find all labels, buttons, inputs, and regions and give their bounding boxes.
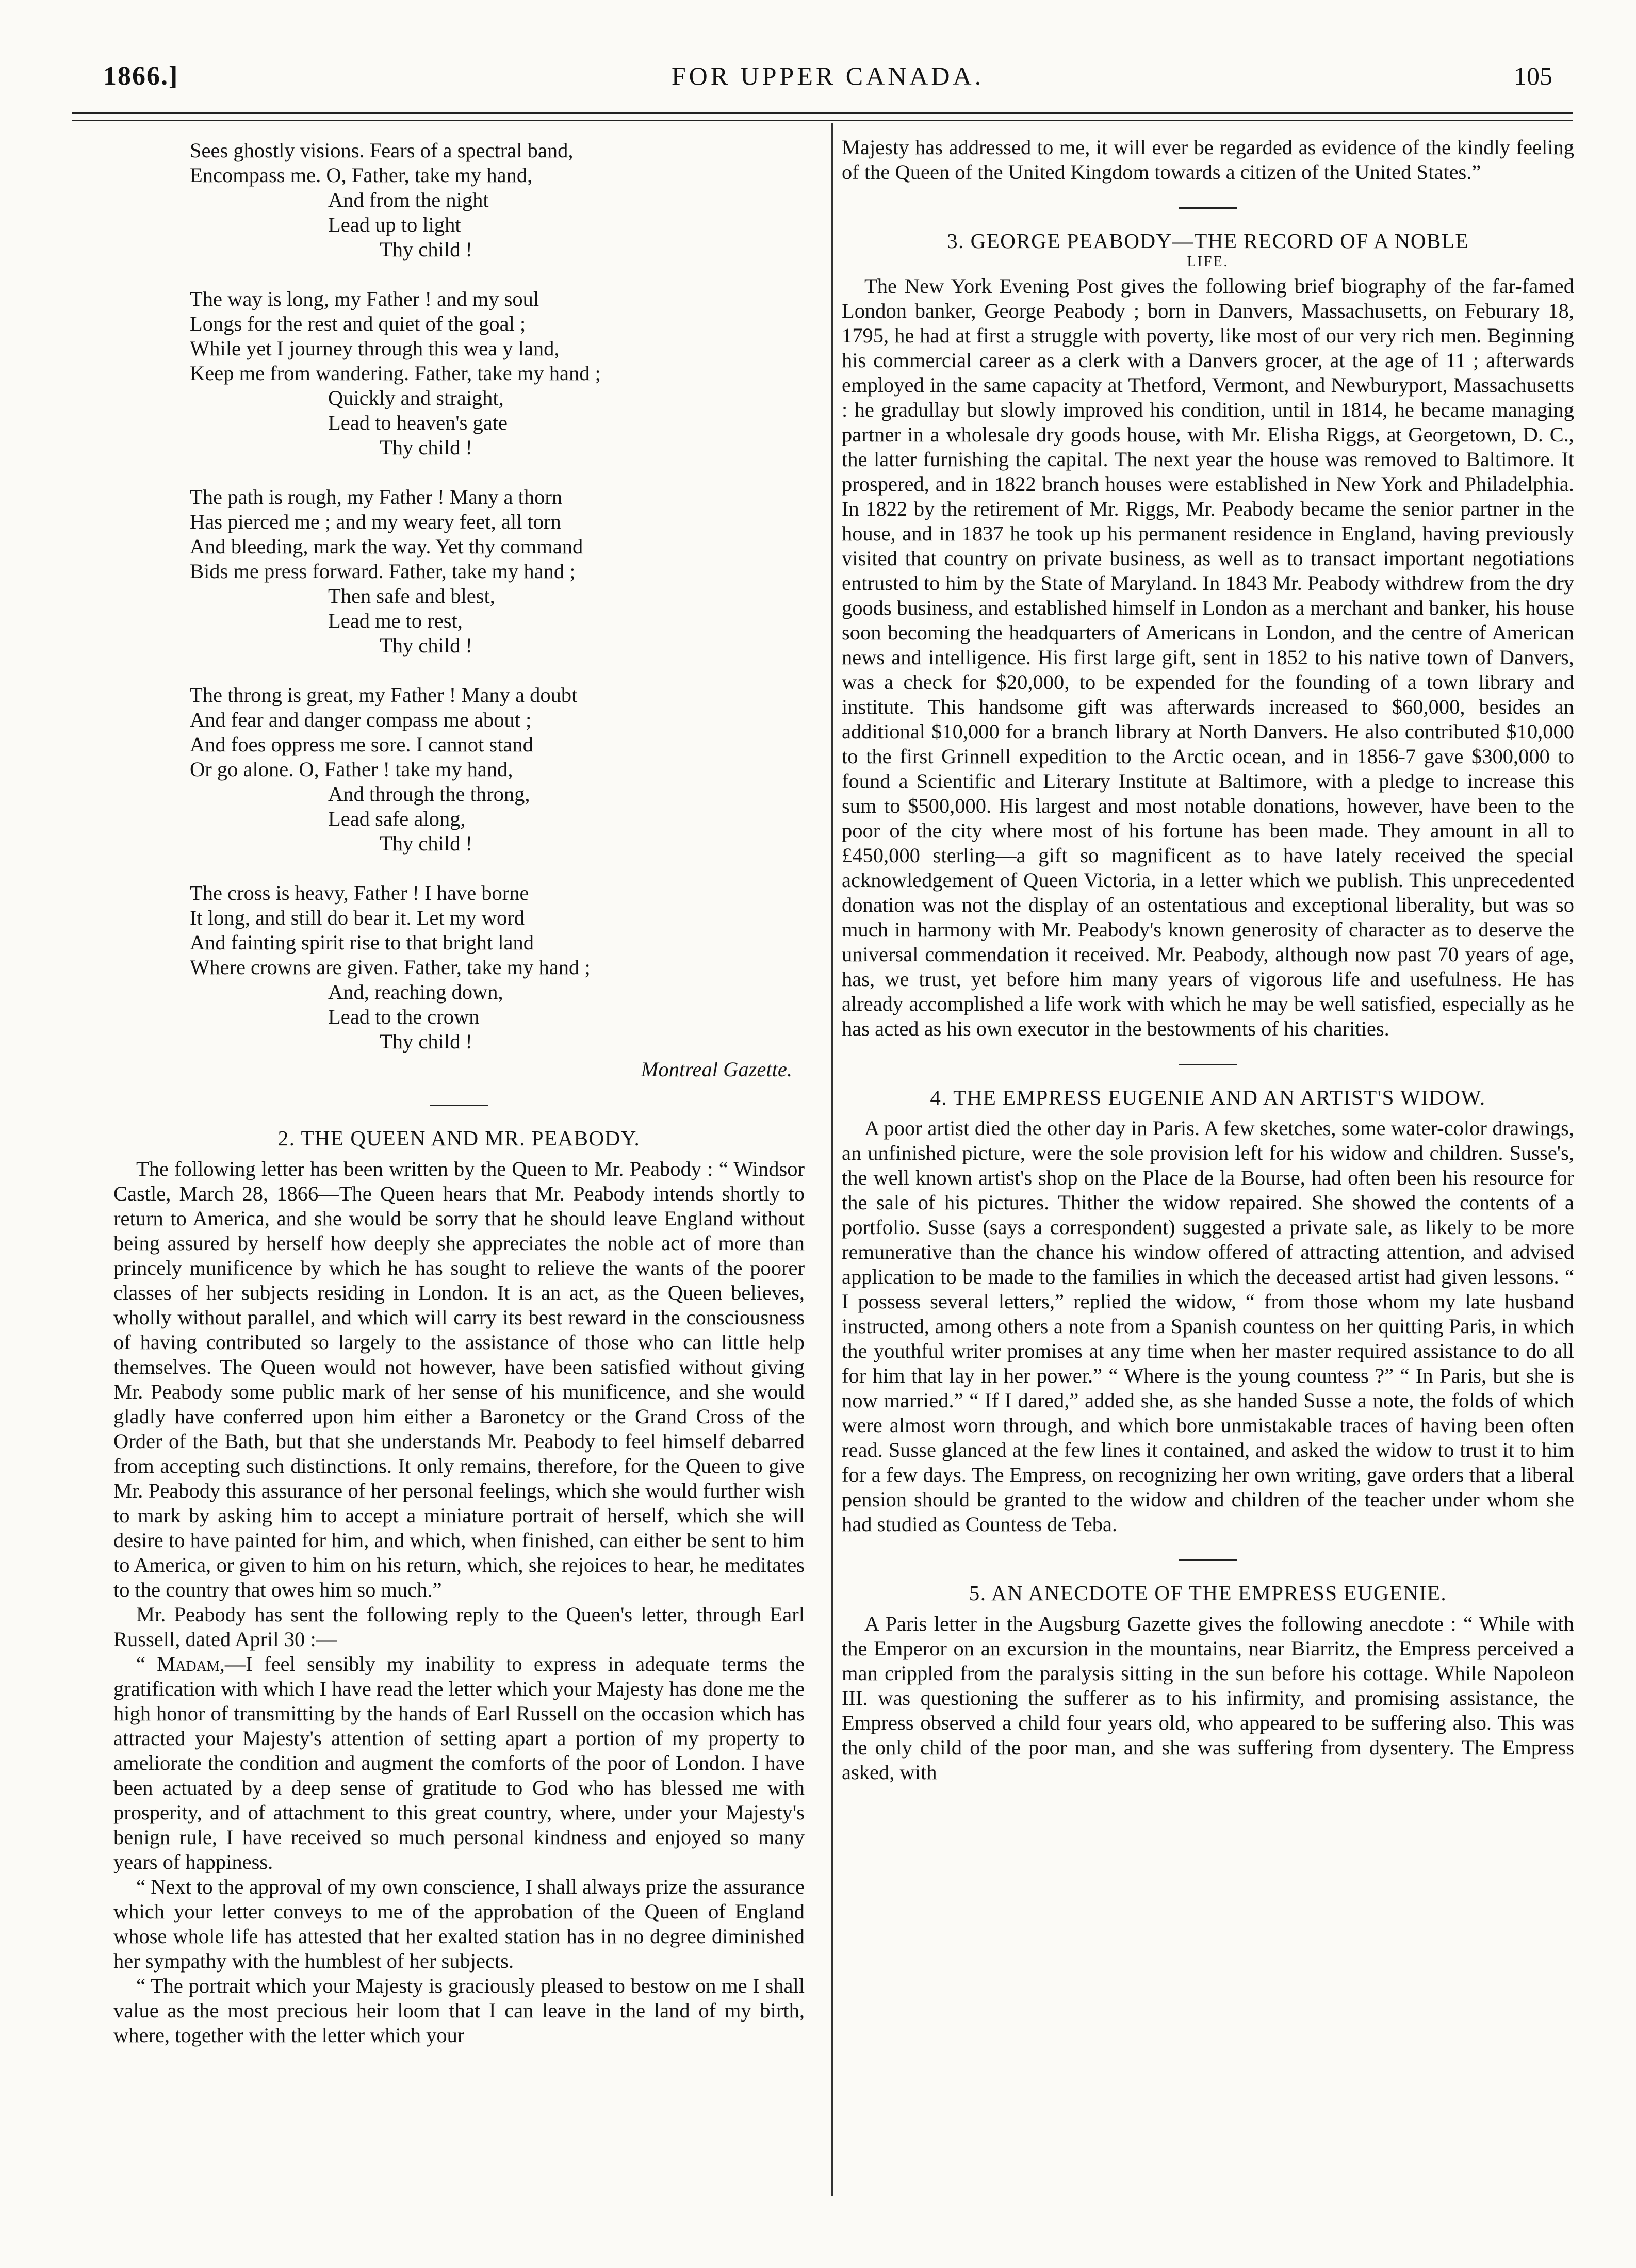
article-paragraph: Mr. Peabody has sent the following reply to the Queen's letter, through Earl Russell, dated April 30 :— xyxy=(113,1603,805,1651)
poem-line: The throng is great, my Father ! Many a doubt xyxy=(190,683,578,706)
poem-line: While yet I journey through this wea y land, xyxy=(190,337,560,360)
poem-source: Montreal Gazette. xyxy=(641,1058,792,1081)
section-separator xyxy=(1179,207,1237,209)
poem-line: And through the throng, xyxy=(328,782,530,806)
letter-paragraph xyxy=(113,1652,805,1875)
column-divider xyxy=(831,123,833,2196)
poem-line: Sees ghostly visions. Fears of a spectral band, xyxy=(190,139,574,162)
poem-stanza xyxy=(190,881,805,1054)
poem-line: And, reaching down, xyxy=(328,980,503,1004)
running-header xyxy=(103,61,1552,104)
poem-line: Longs for the rest and quiet of the goal ; xyxy=(190,312,526,335)
header-rule-thin xyxy=(72,120,1573,121)
header-title: FOR UPPER CANADA. xyxy=(671,61,985,90)
poem-stanza xyxy=(190,138,805,262)
letter-paragraph: “ Next to the approval of my own conscience, I shall always prize the assurance which your letter conveys to me of the approbation of the Queen of England whose whole life has attested that her exalted station has in no degree diminished her sympathy with the humblest of her subjects. xyxy=(113,1875,805,1973)
section-subheading: LIFE. xyxy=(1187,254,1229,270)
poem-line: And fainting spirit rise to that bright land xyxy=(190,931,534,954)
poem-line: Thy child ! xyxy=(380,832,472,855)
section-separator xyxy=(430,1105,488,1106)
letter-body: —I feel sensibly my inability to express in adequate terms the gratification with which I have read the letter which your Majesty has done me the high honor of transmitting by the hands of Earl Russell on the occasion which has attracted your Majesty's attention of setting apart a portion of my property to ameliorate the condition and augment the comforts of the poor of London. I have been actuated by a deep sense of gratitude to God who has blessed me with prosperity, and of attachment to this great country, where, under your Majesty's benign rule, I have received so much personal kindness and enjoyed so many years of happiness. xyxy=(113,1652,805,1873)
poem-line: Lead safe along, xyxy=(328,807,466,830)
poem xyxy=(190,138,805,1054)
poem-line: And foes oppress me sore. I cannot stand xyxy=(190,733,533,756)
poem-line: Thy child ! xyxy=(380,1030,472,1053)
section-separator xyxy=(1179,1559,1237,1561)
poem-line: The cross is heavy, Father ! I have borne xyxy=(190,881,529,905)
poem-line: Bids me press forward. Father, take my hand ; xyxy=(190,560,576,583)
poem-stanza xyxy=(190,485,805,658)
header-rule xyxy=(72,112,1573,114)
poem-line: The path is rough, my Father ! Many a thorn xyxy=(190,485,563,508)
poem-line: Lead to the crown xyxy=(328,1005,480,1028)
poem-line: Quickly and straight, xyxy=(328,386,504,409)
header-year: 1866.] xyxy=(103,61,179,91)
poem-line: Then safe and blest, xyxy=(328,584,495,607)
poem-line: And bleeding, mark the way. Yet thy command xyxy=(190,535,583,558)
section-heading-empress-widow: 4. THE EMPRESS EUGENIE AND AN ARTIST'S WIDOW. xyxy=(930,1086,1486,1109)
section-heading-queen-peabody: 2. THE QUEEN AND MR. PEABODY. xyxy=(277,1126,641,1150)
section-separator xyxy=(1179,1064,1237,1065)
poem-line: The way is long, my Father ! and my soul xyxy=(190,287,539,310)
page-number: 105 xyxy=(1514,61,1552,90)
poem-stanza xyxy=(190,683,805,856)
article-paragraph: A Paris letter in the Augsburg Gazette gives the following anecdote : “ While with the Emperor on an excursion in the mountains, near Biarritz, the Empress perceived a man crippled from the paralysis sitting in the sun before his cottage. While Napoleon III. was questioning the sufferer as to his infirmity, and promising assistance, the Empress observed a child four years old, who appeared to be suffering also. This was the only child of the poor man, and she was suffering from dysentery. The Empress asked, with xyxy=(842,1612,1574,1784)
poem-line: Lead to heaven's gate xyxy=(328,411,508,434)
poem-line: Thy child ! xyxy=(380,436,472,459)
poem-line: Or go alone. O, Father ! take my hand, xyxy=(190,758,513,781)
right-column xyxy=(842,135,1574,1785)
poem-line: Lead up to light xyxy=(328,213,461,236)
letter-salutation: “ Madam, xyxy=(136,1652,225,1675)
poem-line: And from the night xyxy=(328,188,489,211)
poem-line: Thy child ! xyxy=(380,634,472,657)
poem-line: Has pierced me ; and my weary feet, all torn xyxy=(190,510,561,533)
poem-line: And fear and danger compass me about ; xyxy=(190,708,532,731)
poem-line: Where crowns are given. Father, take my hand ; xyxy=(190,956,591,979)
poem-line: Keep me from wandering. Father, take my hand ; xyxy=(190,361,601,385)
section-heading-peabody-record: 3. GEORGE PEABODY—THE RECORD OF A NOBLE xyxy=(947,229,1469,253)
letter-paragraph: “ The portrait which your Majesty is graciously pleased to bestow on me I shall value as the most precious heir loom that I can leave in the land of my birth, where, together with the letter which your xyxy=(113,1974,805,2047)
letter-continuation: Majesty has addressed to me, it will ever be regarded as evidence of the kindly feeling of the Queen of the United Kingdom towards a citizen of the United States.” xyxy=(842,136,1574,184)
article-paragraph: The following letter has been written by the Queen to Mr. Peabody : “ Windsor Castle, March 28, 1866—The Queen hears that Mr. Peabody intends shortly to return to America, and she would be sorry that he should leave England without being assured by herself how deeply she appreciates the noble act of more than princely munificence by which he has sought to relieve the wants of the poorer classes of her subjects residing in London. It is an act, as the Queen believes, wholly without parallel, and which will carry its best reward in the consciousness of having contributed so largely to the assistance of those who can little help themselves. The Queen would not however, have been satisfied without giving Mr. Peabody some public mark of her sense of his munificence, and she would gladly have conferred upon him either a Baronetcy or the Grand Cross of the Order of the Bath, but that she understands Mr. Peabody to feel himself debarred from accepting such distinctions. It only remains, therefore, for the Queen to give Mr. Peabody this assurance of her personal feelings, which she would further wish to mark by asking him to accept a miniature portrait of herself, which she will desire to have painted for him, and which, when finished, can either be sent to him to America, or given to him on his return, which, she rejoices to hear, he meditates to the country that owes him so much.” xyxy=(113,1157,805,1601)
article-paragraph: A poor artist died the other day in Paris. A few sketches, some water-color drawings, an unfinished picture, were the sole provision left for his widow and children. Susse's, the well known artist's shop on the Place de la Bourse, had often been his resource for the sale of his pictures. Thither the widow repaired. She showed the contents of a portfolio. Susse (says a correspondent) suggested a private sale, as likely to be more remunerative than the chance his window offered of attracting attention, and advised application to be made to the families in which the deceased artist had given lessons. “ I possess several letters,” replied the widow, “ from those whom my late husband instructed, among others a note from a Spanish countess on her quitting Paris, in which the youthful writer promises at any time when her master required assistance to do all for him that lay in her power.” “ Where is the young countess ?” “ In Paris, but she is now married.” “ If I dared,” added she, as she handed Susse a note, the folds of which were almost worn through, and which bore unmistakable traces of having been often read. Susse glanced at the few lines it contained, and asked the widow to trust it to him for a few days. The Empress, on recognizing her own writing, gave orders that a liberal pension should be granted to the widow and children of the teacher under whom she had studied as Countess de Teba. xyxy=(842,1116,1574,1536)
left-column xyxy=(113,138,805,2048)
poem-line: Encompass me. O, Father, take my hand, xyxy=(190,163,533,187)
article-paragraph: The New York Evening Post gives the following brief biography of the far-famed London banker, George Peabody ; born in Danvers, Massachusetts, on Feburary 18, 1795, he had at first a struggle with poverty, like most of our very rich men. Beginning his commercial career as a clerk with a Danvers grocer, at the age of 11 ; afterwards employed in the same capacity at Thetford, Vermont, and Newburyport, Massachusetts : he gradullay but slowly improved his condition, until in 1814, he became managing partner in a wholesale dry goods house, with Mr. Elisha Riggs, at Georgetown, D. C., the latter furnishing the capital. The next year the house was removed to Baltimore. It prospered, and in 1822 branch houses were established in New York and Philadelphia. In 1822 by the retirement of Mr. Riggs, Mr. Peabody became the senior partner in the house, and in 1837 he took up his permanent residence in England, having previously visited that country on private business, as well as to transact important negotiations entrusted to him by the State of Maryland. In 1843 Mr. Peabody withdrew from the dry goods business, and established himself in London as a merchant and banker, his house soon becoming the headquarters of Americans in London, and the centre of American news and intelligence. His first large gift, sent in 1852 to his native town of Danvers, was a check for $20,000, to be expended for the founding of a town library and institute. This handsome gift was afterwards increased to $60,000, besides an additional $10,000 for a branch library at North Danvers. He also contributed $10,000 to the first Grinnell expedition to the Arctic ocean, and in 1856-7 gave $300,000 to found a Scientific and Literary Institute at Baltimore, with a pledge to increase this sum to $500,000. His largest and most notable donations, however, have been to the poor of the city where most of his fortune has been made. They amount in all to £450,000 sterling—a gift so magnificent as to have lately received the special acknowledgement of Queen Victoria, in a letter which we publish. This unprecedented donation was not the display of an ostentatious and exceptional liberality, but was so much in harmony with Mr. Peabody's known generosity of character as to deserve the universal commendation it received. Mr. Peabody, although now past 70 years of age, has, we trust, yet before him many years of vigorous life and usefulness. He has already accomplished a life work with which he may be well satisfied, especially as he has acted as his own executor in the bestowments of his charities. xyxy=(842,274,1574,1040)
poem-line: Thy child ! xyxy=(380,238,472,261)
section-heading-empress-anecdote: 5. AN ANECDOTE OF THE EMPRESS EUGENIE. xyxy=(969,1581,1447,1605)
poem-line: It long, and still do bear it. Let my word xyxy=(190,906,525,929)
poem-line: Lead me to rest, xyxy=(328,609,463,632)
poem-stanza xyxy=(190,287,805,460)
